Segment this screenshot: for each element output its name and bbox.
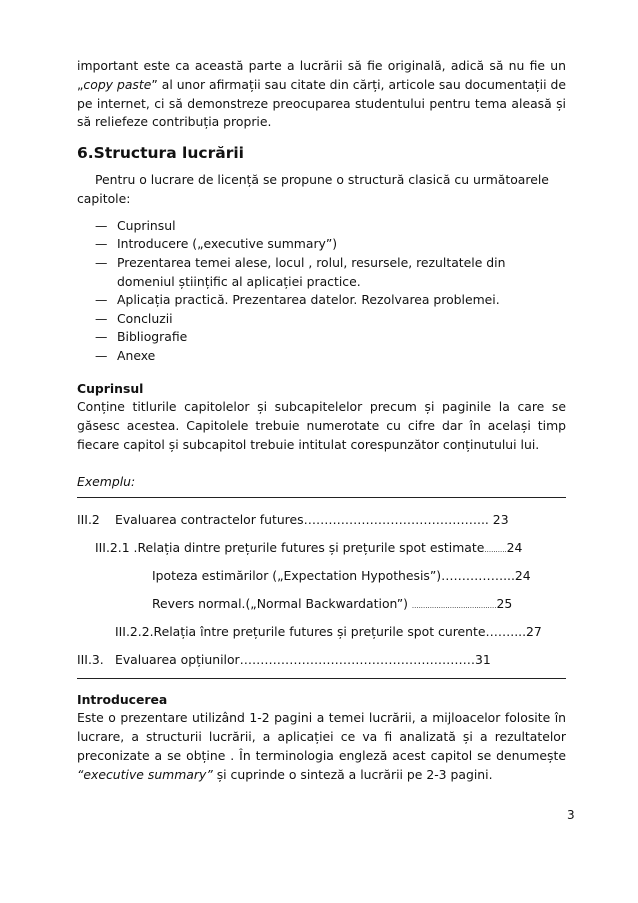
toc-row: Revers normal.(„Normal Backwardation”) ......................................25 bbox=[152, 595, 513, 611]
structure-list bbox=[77, 217, 566, 366]
dash-marker: — bbox=[95, 347, 108, 363]
intro-text-part1: important este ca această parte a lucrării să fie originală, adică să nu fie un „ bbox=[77, 58, 566, 92]
list-item: — Concluzii bbox=[95, 310, 566, 329]
toc-row: III.3. Evaluarea opțiunilor…………………………………………………31 bbox=[77, 651, 491, 667]
introducerea-title: Introducerea bbox=[77, 691, 168, 707]
list-item: — Introducere („executive summary”) bbox=[95, 235, 566, 254]
introducerea-text: Este o prezentare utilizând 1-2 pagini a temei lucrării, a mijloacelor folosite în lucrare, a structurii lucrării, a aplicației ce va fi analizată și a rezultatelor preconizate a se obține . În terminologia engleză acest capitol se denumește “executive summary” și cuprinde o sinteză a lucrării pe 2-3 pagini. bbox=[77, 710, 566, 782]
dash-marker: — bbox=[95, 329, 108, 345]
list-item: — Cuprinsul bbox=[95, 217, 566, 236]
document-page bbox=[77, 57, 566, 785]
toc-row: Ipoteza estimărilor („Expectation Hypothesis”)……………...24 bbox=[152, 567, 531, 583]
dash-marker: — bbox=[95, 254, 108, 270]
divider bbox=[77, 678, 566, 679]
dash-marker: — bbox=[95, 217, 108, 233]
toc-row: III.2 Evaluarea contractelor futures……………………………………... 23 bbox=[77, 511, 509, 527]
executive-summary-term: “executive summary” bbox=[77, 766, 213, 782]
section-heading: 6.Structura lucrării bbox=[77, 144, 244, 163]
list-item: — Anexe bbox=[95, 347, 566, 366]
list-item: — Bibliografie bbox=[95, 328, 566, 347]
section-intro: Pentru o lucrare de licență se propune o structură clasică cu următoarele capitole: bbox=[77, 172, 549, 206]
dash-marker: — bbox=[95, 310, 108, 326]
example-toc bbox=[77, 506, 566, 674]
intro-text-part2: ” al unor afirmații sau citate din cărți, articole sau documentații de pe internet, ci să demonstreze preocuparea studentului pentru tema aleasă și să reliefeze contribuția proprie. bbox=[77, 76, 566, 130]
toc-row: III.2.1 .Relația dintre prețurile futures și prețurile spot estimate..........24 bbox=[95, 539, 523, 555]
example-label: Exemplu: bbox=[77, 473, 136, 489]
list-item: — Prezentarea temei alese, locul , rolul, resursele, rezultatele din domeniul științific al aplicației practice. bbox=[95, 254, 506, 289]
dash-marker: — bbox=[95, 292, 108, 308]
intro-paragraph bbox=[77, 57, 566, 132]
page-number: 3 bbox=[567, 808, 575, 822]
dash-marker: — bbox=[95, 236, 108, 252]
copy-paste-term: copy paste bbox=[83, 76, 152, 92]
cuprinsul-text: Conține titlurile capitolelor și subcapitelelor precum și paginile la care se găsesc acestea. Capitolele trebuie numerotate cu cifre dar în același timp fiecare capitol și subcapitol trebuie intitulat corespunzător conținutului lui. bbox=[77, 399, 566, 452]
cuprinsul-title: Cuprinsul bbox=[77, 380, 144, 396]
list-item: — Aplicația practică. Prezentarea datelor. Rezolvarea problemei. bbox=[95, 291, 566, 310]
toc-row: III.2.2.Relația între prețurile futures și prețurile spot curente……....27 bbox=[115, 623, 542, 639]
divider bbox=[77, 497, 566, 498]
